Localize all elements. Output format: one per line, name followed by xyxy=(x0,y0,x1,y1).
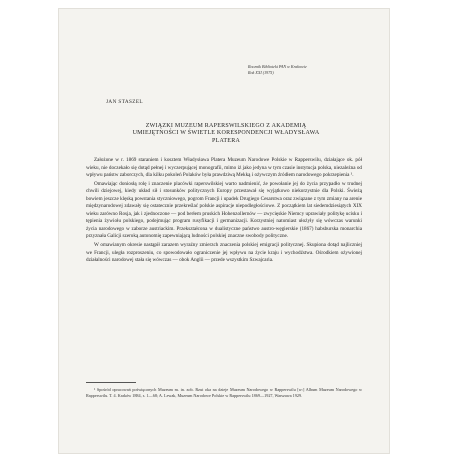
journal-volume: Rok XXI (1975) xyxy=(248,69,274,75)
title-line-1: ZWIĄZKI MUZEUM RAPERSWILSKIEGO Z AKADEMIĄ xyxy=(145,123,307,129)
paragraph-2: Omawiając doniosłą rolę i znaczenie placówki raperswilskiej warto nadmienić, że powołanie jej do życia przypadło w trudnej chwili dziejowej, kiedy układ sił i stosunków politycznych Europy przestawał się wyjątkowo niekorzystnie dla Polski. Świeżą bowiem jeszcze klęską powstania styczniowego, pogrom Francji i upadek Drugiego Cesarstwa oraz związane z tym zmiany na arenie międzynarodowej zdawały się ostatecznie przekreślać polskie aspiracje niepodległościowe. Z początkiem lat siedemdziesiątych XIX wieku zarówno Rosja, jak i zjednoczone — pod berłem pruskich Hohenzollernów — zwycięskie Niemcy uprawiały politykę ucisku i tępienia żywiołu polskiego, podejmując program rusyfikacji i germanizacji. Korzystniej natomiast ułożyły się wówczas warunki życia narodowego w zaborze austriackim. Przekształcona w dualistyczne państwo austro-węgierskie (1867) habsburska monarchia przyznała Galicji szeroką autonomię zapewniającą ludności polskiej znaczne swobody polityczne. xyxy=(86,180,362,240)
footnote-text: ¹ Spośród opracowań poświęconych Muzeum m. in. zob. Rzut oka na dzieje Muzeum Narodowego w Rapperswilu [w:] Album Muzeum Narodowego w Rapperswilu. T. 4. Kraków 1884, s. 1—68; A. Lewak, Muzeum Narodowe Polskie w Rapperswilu 1869—1927, Warszawa 1929. xyxy=(86,387,362,398)
article-author: JAN STASZEL xyxy=(106,99,143,105)
footnote-separator xyxy=(86,382,136,383)
journal-name: Rocznik Biblioteki PAN w Krakowie xyxy=(248,64,307,69)
journal-header xyxy=(248,64,358,75)
title-line-3: PLATERA xyxy=(211,137,241,144)
footnote xyxy=(86,387,362,399)
paragraph-3: W omawianym okresie nastąpił zarazem wyraźny zmierzch znaczenia polskiej emigracji politycznej. Skupiona dotąd najliczniej we Francji, uległa rozproszeniu, co spowodowało ograniczenie jej wpływu na życie kraju i wychodźstwa. Ośrodkiem ożywionej działalności narodowej stała się wówczas — obok Anglii — przede wszystkim Szwajcaria. xyxy=(86,242,362,264)
article-body xyxy=(86,157,362,265)
paragraph-1: Założone w r. 1869 staraniem i kosztem Władysława Platera Muzeum Narodowe Polskie w Rapperswilu, działające ok. pół wieku, nie doczekało się dotąd pełnej i wyczerpującej monografii, mimo iż jako jedyna w tym czasie instytucja polska, niezależna od wpływu państw zaborczych, dla kilku pokoleń Polaków była prawdziwą Mekką i ożywczym źródłem narodowego pokrzepienia ¹. xyxy=(86,157,362,179)
article-title xyxy=(108,123,344,145)
title-line-2: UMIEJĘTNOŚCI W ŚWIETLE KORESPONDENCJI WŁADYSŁAWA xyxy=(132,130,320,137)
